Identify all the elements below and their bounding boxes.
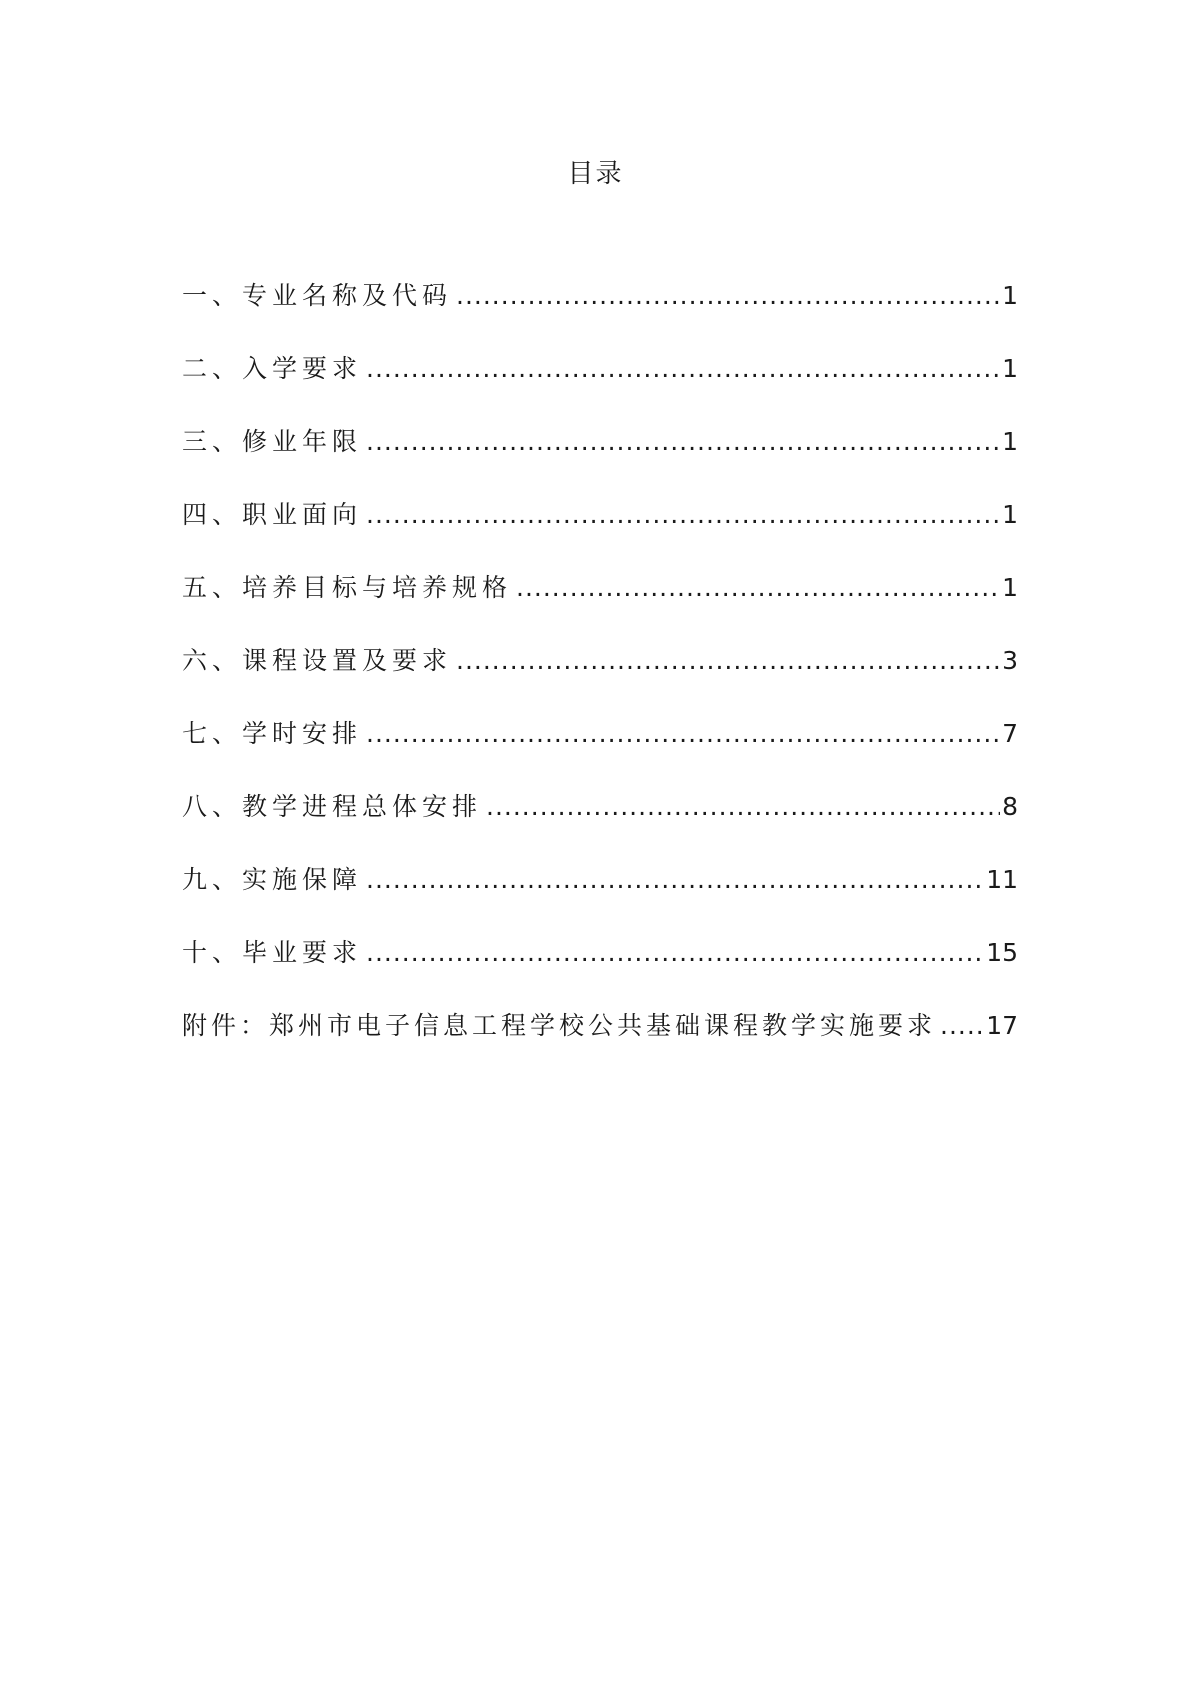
toc-page-number: 11 — [986, 865, 1018, 894]
toc-entry-2[interactable] — [182, 351, 1018, 424]
toc-entry-label: 五、培养目标与培养规格 — [182, 573, 513, 602]
toc-page-number: 8 — [1002, 792, 1018, 821]
toc-page-number: 1 — [1002, 573, 1018, 602]
toc-entry-8[interactable] — [182, 789, 1018, 862]
toc-entry-label: 八、教学进程总体安排 — [182, 792, 483, 821]
toc-dot-leader — [486, 789, 1000, 825]
toc-page-number: 15 — [986, 938, 1018, 967]
toc-entry-label: 一、专业名称及代码 — [182, 281, 453, 310]
toc-entry-label: 二、入学要求 — [182, 354, 363, 383]
toc-dot-leader — [456, 278, 1000, 314]
toc-entry-label: 六、课程设置及要求 — [182, 646, 453, 675]
toc-entry-6[interactable] — [182, 643, 1018, 716]
toc-page-number: 17 — [986, 1011, 1018, 1040]
table-of-contents — [182, 278, 1018, 1081]
toc-dot-leader — [940, 1008, 984, 1044]
toc-dot-leader — [516, 570, 1000, 606]
page-title: 目录 — [567, 159, 624, 189]
toc-page-number: 1 — [1002, 427, 1018, 456]
toc-entry-1[interactable] — [182, 278, 1018, 351]
toc-page-number: 1 — [1002, 500, 1018, 529]
toc-entry-label: 十、毕业要求 — [182, 938, 363, 967]
toc-entry-label: 附件：郑州市电子信息工程学校公共基础课程教学实施要求 — [182, 1011, 937, 1040]
toc-entry-label: 三、修业年限 — [182, 427, 363, 456]
toc-page-number: 1 — [1002, 354, 1018, 383]
toc-page-number: 3 — [1002, 646, 1018, 675]
toc-dot-leader — [366, 862, 984, 898]
toc-page-number: 1 — [1002, 281, 1018, 310]
toc-entry-4[interactable] — [182, 497, 1018, 570]
toc-dot-leader — [366, 716, 1000, 752]
toc-entry-label: 七、学时安排 — [182, 719, 363, 748]
toc-dot-leader — [366, 424, 1000, 460]
toc-entry-9[interactable] — [182, 862, 1018, 935]
toc-dot-leader — [366, 497, 1000, 533]
toc-dot-leader — [366, 935, 984, 971]
toc-dot-leader — [456, 643, 1000, 679]
toc-dot-leader — [366, 351, 1000, 387]
toc-entry-label: 九、实施保障 — [182, 865, 363, 894]
toc-entry-5[interactable] — [182, 570, 1018, 643]
toc-entry-label: 四、职业面向 — [182, 500, 363, 529]
toc-entry-annex[interactable] — [182, 1008, 1018, 1081]
toc-entry-3[interactable] — [182, 424, 1018, 497]
toc-page-number: 7 — [1002, 719, 1018, 748]
toc-entry-7[interactable] — [182, 716, 1018, 789]
toc-entry-10[interactable] — [182, 935, 1018, 1008]
